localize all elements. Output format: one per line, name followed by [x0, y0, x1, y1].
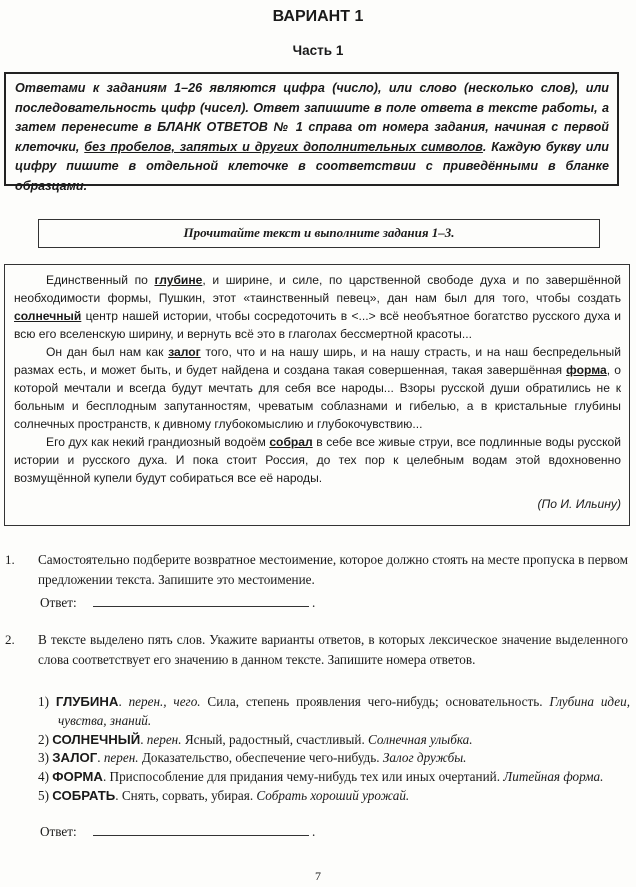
- option-note: перен.: [103, 750, 139, 766]
- option-definition: Сила, степень проявления чего-нибудь; основательность.: [200, 694, 550, 709]
- option-number: 3): [38, 750, 49, 766]
- option-example: Солнечная улыбка.: [368, 731, 473, 747]
- option-note: перен.: [146, 731, 182, 747]
- instructions-underlined: без пробелов, запятых и других дополнительных символов: [84, 139, 483, 154]
- option-definition: Доказательство, обеспечение чего-нибудь.: [138, 750, 383, 766]
- passage-text: , и ширине, и силе, по царственной свободе духа и по завершённой необходимости формы, Пушкин, этот «таинственный певец», дан нам был для того, чтобы создать: [14, 273, 621, 305]
- passage-author: (По И. Ильину): [537, 497, 621, 511]
- passage-paragraph-2: [14, 343, 621, 433]
- option-definition: Ясный, радостный, счастливый.: [181, 731, 369, 747]
- question-1-text: Самостоятельно подберите возвратное местоимение, которое должно стоять на месте пропуска в первом предложении текста. Запишите это местоимение.: [38, 552, 628, 587]
- option-3: 3) ЗАЛОГ. перен. Доказательство, обеспечение чего-нибудь. Залог дружбы.: [38, 750, 467, 766]
- question-2-number: 2.: [5, 632, 15, 647]
- option-example: Литейная форма.: [503, 769, 604, 785]
- option-word: СОБРАТЬ: [52, 787, 116, 803]
- question-1-answer: [40, 594, 315, 611]
- option-definition: Приспособление для придания чему-нибудь тех или иных очертаний.: [106, 769, 504, 785]
- option-word: ГЛУБИНА: [55, 694, 119, 709]
- passage-text: , о которой мечтали и всегда будут мечтать для себя все народы... Взоры русской души обратились не к больным и бесплодным запутанностям, чреватым соблазнами и гибелью, а в кристальные глубины солнечных пространств, к дивному глубокомыслию и глубокочувствию...: [14, 363, 621, 431]
- question-2-options: [38, 693, 630, 806]
- option-example: Собрать хороший урожай.: [256, 787, 410, 803]
- variant-title: ВАРИАНТ 1: [272, 8, 364, 25]
- answer-field-2[interactable]: [93, 823, 309, 836]
- passage-text: в себе все живые струи, все подлинные воды русской истории и русского духа. И пока стоит Россия, до тех пор к целебным водам этой вдохновенно возмущённой купели будут собираться все её народы.: [14, 435, 622, 485]
- option-definition: Снять, сорвать, убирая.: [118, 787, 257, 803]
- question-2-text: В тексте выделено пять слов. Укажите варианты ответов, в которых лексическое значение выделенного слова соответствует его значению в данном тексте. Запишите номера ответов.: [38, 632, 628, 667]
- option-word: ЗАЛОГ: [52, 750, 98, 766]
- option-example: Залог дружбы.: [382, 750, 467, 766]
- option-number: 5): [38, 787, 49, 803]
- answer-field-1[interactable]: [93, 594, 309, 607]
- passage-text: центр нашей истории, чтобы сосредоточить в <...> всё необъятное богатство русского духа и всю его вселенскую ширину, и вернуть всё это в глаголах бессмертной красоты...: [14, 309, 621, 341]
- option-word: СОЛНЕЧНЫЙ: [52, 731, 141, 747]
- option-5: 5) СОБРАТЬ. Снять, сорвать, убирая. Собрать хороший урожай.: [38, 787, 410, 803]
- passage-text: Единственный по: [46, 273, 155, 287]
- passage-paragraph-3: [14, 433, 621, 487]
- instructions-text-b: . Каждую букву или цифру пишите в отдельной клеточке в соответствии с приведёнными в бланке образцами.: [15, 139, 609, 193]
- instructions-text-a: Ответами к заданиям 1–26 являются цифра (число), или слово (несколько слов), или последовательность цифр (чисел). Ответ запишите в поле ответа в тексте работы, а затем перенесите в БЛАНК ОТВЕТОВ № 1 справа от номера задания, начиная с первой клеточки,: [15, 81, 609, 154]
- answer-label: Ответ:: [40, 595, 77, 610]
- option-2: 2) СОЛНЕЧНЫЙ. перен. Ясный, радостный, счастливый. Солнечная улыбка.: [38, 731, 473, 747]
- highlighted-word-2: солнечный: [14, 309, 82, 323]
- passage-text: того, что и на нашу ширь, и на нашу страсть, и на наш беспредельный размах есть, и может быть, и будет найдена и создана такая совершенная, такая завершённая: [14, 345, 621, 377]
- option-1: 1) ГЛУБИНА. перен., чего. Сила, степень проявления чего-нибудь; основательность. Глубина идеи, чувства, знаний.: [38, 694, 631, 728]
- question-2-answer: [40, 823, 315, 840]
- part-title: Часть 1: [292, 43, 344, 58]
- highlighted-word-3: залог: [168, 345, 201, 359]
- answer-end: .: [312, 595, 316, 610]
- question-1-number: 1.: [5, 552, 15, 567]
- task-note: Прочитайте текст и выполните задания 1–3.: [38, 219, 600, 248]
- passage-paragraph-1: [14, 271, 621, 343]
- passage-text: Его дух как некий грандиозный водоём: [46, 435, 270, 449]
- answer-end: .: [312, 824, 316, 839]
- reading-passage: [4, 264, 630, 526]
- option-example: Глубина идеи, чувства, знаний.: [58, 694, 631, 728]
- passage-text: Он дан был нам как: [46, 345, 169, 359]
- instructions-box: [4, 72, 619, 193]
- highlighted-word-4: форма: [566, 363, 607, 377]
- page-number: 7: [315, 869, 321, 883]
- option-4: 4) ФОРМА. Приспособление для придания чему-нибудь тех или иных очертаний. Литейная форма.: [38, 769, 604, 785]
- option-number: 1): [38, 694, 49, 709]
- highlighted-word-5: собрал: [269, 435, 313, 449]
- option-number: 2): [38, 731, 49, 747]
- option-note: перен., чего.: [128, 694, 201, 709]
- option-number: 4): [38, 769, 49, 785]
- option-word: ФОРМА: [52, 769, 103, 785]
- answer-label: Ответ:: [40, 824, 77, 839]
- highlighted-word-1: глубине: [154, 273, 203, 287]
